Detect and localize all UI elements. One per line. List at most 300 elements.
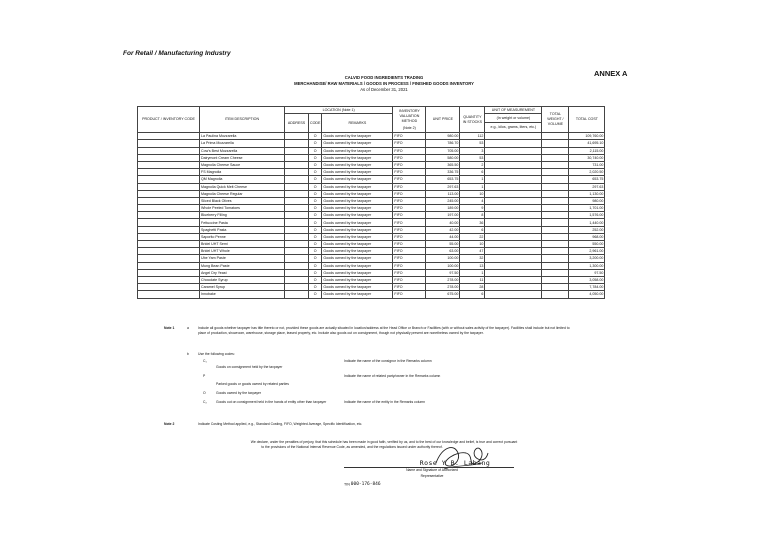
quantity-cell: 1 — [460, 183, 485, 190]
address-cell — [285, 197, 309, 204]
quantity-cell: 22 — [460, 233, 485, 240]
item-desc-cell: Bridel UHT Semi — [200, 241, 285, 248]
header-item-description: ITEM DESCRIPTION — [200, 107, 285, 133]
unit-price-cell: 245.00 — [426, 197, 460, 204]
table-row — [138, 255, 605, 262]
remarks-cell: Goods owned by the taxpayer — [322, 154, 393, 161]
total-cost-cell: 30,740.00 — [569, 154, 605, 161]
method-cell: FIFO — [393, 161, 426, 168]
method-cell: FIFO — [393, 176, 426, 183]
header-total-cost: TOTAL COST — [569, 107, 605, 133]
report-titles — [0, 75, 768, 93]
remarks-cell: Goods owned by the taxpayer — [322, 248, 393, 255]
company-name: CALVID FOOD INGREDIENTS TRADING — [344, 75, 424, 80]
product-code-cell — [138, 205, 200, 212]
total-cost-cell: 7,784.00 — [569, 284, 605, 291]
unit-price-cell: 278.00 — [426, 284, 460, 291]
code-cell: O — [309, 219, 322, 226]
code-p-right: Indicate the name of related party/owner in the Remarks column — [344, 374, 441, 378]
quantity-cell: 9 — [460, 205, 485, 212]
code-cell: O — [309, 255, 322, 262]
table-row — [138, 284, 605, 291]
unit-price-cell: 278.00 — [426, 276, 460, 283]
table-row — [138, 241, 605, 248]
item-desc-cell: Saporito Penne — [200, 233, 285, 240]
method-cell: FIFO — [393, 241, 426, 248]
total-cost-cell: 731.00 — [569, 161, 605, 168]
code-cell: O — [309, 161, 322, 168]
product-code-cell — [138, 176, 200, 183]
signatory-name: Rose Y B. Labang — [419, 459, 491, 467]
table-row — [138, 276, 605, 283]
unit-price-cell: 365.50 — [426, 161, 460, 168]
code-c1: C₁ — [203, 359, 207, 363]
unit-price-cell: 100.00 — [426, 262, 460, 269]
total-cost-cell: 2,020.50 — [569, 169, 605, 176]
total-cost-cell: 550.00 — [569, 241, 605, 248]
header-uom: UNIT OF MEASUREMENT — [485, 107, 542, 114]
tin-label: TIN — [344, 482, 350, 487]
remarks-cell: Goods owned by the taxpayer — [322, 219, 393, 226]
table-row — [138, 226, 605, 233]
declaration-line1: We declare, under the penalties of perjury, that this schedule has been made in good faith, verified by us, and to the best of our knowledge and belief, is true and correct pursuant — [250, 440, 518, 444]
method-cell: FIFO — [393, 233, 426, 240]
total-weight-cell — [542, 154, 569, 161]
total-weight-cell — [542, 269, 569, 276]
total-weight-cell — [542, 197, 569, 204]
uom-cell — [485, 276, 542, 283]
total-weight-cell — [542, 205, 569, 212]
code-c1-right: Indicate the name of the consignor in the Remarks column — [344, 359, 432, 363]
unit-price-cell: 189.00 — [426, 205, 460, 212]
unit-price-cell: 40.00 — [426, 219, 460, 226]
quantity-cell: 2 — [460, 161, 485, 168]
unit-price-cell: 705.00 — [426, 147, 460, 154]
table-row — [138, 197, 605, 204]
product-code-cell — [138, 154, 200, 161]
total-weight-cell — [542, 248, 569, 255]
remarks-cell: Goods owned by the taxpayer — [322, 197, 393, 204]
method-cell: FIFO — [393, 154, 426, 161]
quantity-cell: 10 — [460, 190, 485, 197]
quantity-cell: 53 — [460, 140, 485, 147]
remarks-cell: Goods owned by the taxpayer — [322, 212, 393, 219]
product-code-cell — [138, 262, 200, 269]
total-cost-cell: 1,576.00 — [569, 212, 605, 219]
report-date: As of December 31, 2021 — [360, 87, 408, 92]
quantity-cell: 53 — [460, 154, 485, 161]
code-cell: O — [309, 133, 322, 140]
address-cell — [285, 219, 309, 226]
inventory-rows — [138, 133, 605, 298]
item-desc-cell: Cow's Best Mozzarella — [200, 147, 285, 154]
address-cell — [285, 140, 309, 147]
address-cell — [285, 241, 309, 248]
method-cell: FIFO — [393, 183, 426, 190]
address-cell — [285, 183, 309, 190]
header-valuation-note: (Note 2) — [402, 125, 416, 130]
header-product-code: PRODUCT / INVENTORY CODE — [138, 107, 200, 133]
code-cell: O — [309, 241, 322, 248]
product-code-cell — [138, 276, 200, 283]
table-row — [138, 133, 605, 140]
total-weight-cell — [542, 262, 569, 269]
code-o: O — [203, 391, 206, 395]
total-cost-cell: 2,115.00 — [569, 147, 605, 154]
table-row — [138, 147, 605, 154]
uom-cell — [485, 197, 542, 204]
header-valuation — [393, 107, 426, 133]
header-quantity: QUANTITY IN STOCKS — [460, 107, 485, 133]
industry-label: For Retail / Manufacturing Industry — [123, 50, 231, 57]
total-cost-cell: 109,760.00 — [569, 133, 605, 140]
uom-cell — [485, 226, 542, 233]
item-desc-cell: Angel Dry Yeast — [200, 269, 285, 276]
product-code-cell — [138, 197, 200, 204]
item-desc-cell: Magnolia Cheese Regular — [200, 190, 285, 197]
uom-cell — [485, 241, 542, 248]
code-cell: O — [309, 226, 322, 233]
item-desc-cell: Magnolia Quick Melt Cheese — [200, 183, 285, 190]
item-desc-cell: Mung Bean Paste — [200, 262, 285, 269]
header-address: ADDRESS — [285, 114, 309, 133]
method-cell: FIFO — [393, 269, 426, 276]
item-desc-cell: Sliced Black Olives — [200, 197, 285, 204]
method-cell: FIFO — [393, 276, 426, 283]
unit-price-cell: 675.00 — [426, 291, 460, 298]
uom-cell — [485, 169, 542, 176]
address-cell — [285, 276, 309, 283]
item-desc-cell: Ube Yam Paste — [200, 255, 285, 262]
quantity-cell: 3 — [460, 147, 485, 154]
uom-cell — [485, 269, 542, 276]
remarks-cell: Goods owned by the taxpayer — [322, 269, 393, 276]
product-code-cell — [138, 291, 200, 298]
remarks-cell: Goods owned by the taxpayer — [322, 183, 393, 190]
remarks-cell: Goods owned by the taxpayer — [322, 147, 393, 154]
unit-price-cell: 197.00 — [426, 212, 460, 219]
remarks-cell: Goods owned by the taxpayer — [322, 233, 393, 240]
total-weight-cell — [542, 183, 569, 190]
method-cell: FIFO — [393, 291, 426, 298]
item-desc-cell: Caramel Syrup — [200, 284, 285, 291]
remarks-cell: Goods owned by the taxpayer — [322, 262, 393, 269]
table-row — [138, 212, 605, 219]
product-code-cell — [138, 161, 200, 168]
method-cell: FIFO — [393, 147, 426, 154]
remarks-cell: Goods owned by the taxpayer — [322, 291, 393, 298]
header-location: LOCATION (Note 1) — [285, 107, 393, 114]
code-cell: O — [309, 154, 322, 161]
product-code-cell — [138, 269, 200, 276]
total-weight-cell — [542, 169, 569, 176]
code-cell: O — [309, 276, 322, 283]
product-code-cell — [138, 190, 200, 197]
unit-price-cell: 786.70 — [426, 140, 460, 147]
remarks-cell: Goods owned by the taxpayer — [322, 190, 393, 197]
uom-cell — [485, 219, 542, 226]
item-desc-cell: Whole Peeled Tomatoes — [200, 205, 285, 212]
quantity-cell: 6 — [460, 291, 485, 298]
unit-price-cell: 336.75 — [426, 169, 460, 176]
method-cell: FIFO — [393, 190, 426, 197]
table-row — [138, 154, 605, 161]
uom-cell — [485, 183, 542, 190]
method-cell: FIFO — [393, 212, 426, 219]
note1-label: Note 1 — [164, 326, 175, 330]
quantity-cell: 112 — [460, 133, 485, 140]
total-cost-cell: 1,300.00 — [569, 262, 605, 269]
product-code-cell — [138, 140, 200, 147]
product-code-cell — [138, 233, 200, 240]
declaration — [0, 440, 768, 450]
item-desc-cell: Chocolate Syrup — [200, 276, 285, 283]
item-desc-cell: Fettuccine Pasta — [200, 219, 285, 226]
remarks-cell: Goods owned by the taxpayer — [322, 133, 393, 140]
code-c2-desc: Goods out on consignment held in the hands of entity other than taxpayer — [216, 400, 327, 404]
product-code-cell — [138, 219, 200, 226]
header-uom-sub1: (In weight or volume) — [485, 114, 542, 123]
remarks-cell: Goods owned by the taxpayer — [322, 276, 393, 283]
quantity-cell: 1 — [460, 176, 485, 183]
table-row — [138, 269, 605, 276]
total-cost-cell: 252.00 — [569, 226, 605, 233]
method-cell: FIFO — [393, 284, 426, 291]
address-cell — [285, 248, 309, 255]
uom-cell — [485, 233, 542, 240]
note1-b-label: b — [187, 352, 189, 356]
unit-price-cell: 653.75 — [426, 176, 460, 183]
code-cell: O — [309, 248, 322, 255]
header-code: CODE — [309, 114, 322, 133]
table-row — [138, 291, 605, 298]
quantity-cell: 11 — [460, 276, 485, 283]
code-cell: O — [309, 205, 322, 212]
total-cost-cell: 97.50 — [569, 269, 605, 276]
uom-cell — [485, 190, 542, 197]
table-row — [138, 183, 605, 190]
header-valuation-text: INVENTORY VALUATION METHOD — [398, 108, 420, 123]
table-row — [138, 190, 605, 197]
remarks-cell: Goods owned by the taxpayer — [322, 284, 393, 291]
product-code-cell — [138, 226, 200, 233]
total-weight-cell — [542, 147, 569, 154]
address-cell — [285, 262, 309, 269]
address-cell — [285, 291, 309, 298]
address-cell — [285, 226, 309, 233]
table-row — [138, 248, 605, 255]
total-cost-cell: 1,701.00 — [569, 205, 605, 212]
quantity-cell: 36 — [460, 219, 485, 226]
remarks-cell: Goods owned by the taxpayer — [322, 241, 393, 248]
item-desc-cell: La Paulina Mozzarella — [200, 133, 285, 140]
code-c1-desc: Goods on consignment held by the taxpayer — [216, 365, 283, 369]
address-cell — [285, 233, 309, 240]
code-cell: O — [309, 147, 322, 154]
uom-cell — [485, 154, 542, 161]
item-desc-cell: Innobake — [200, 291, 285, 298]
quantity-cell: 10 — [460, 241, 485, 248]
address-cell — [285, 255, 309, 262]
method-cell: FIFO — [393, 205, 426, 212]
note1-b-text: Use the following codes: — [198, 352, 235, 356]
uom-cell — [485, 205, 542, 212]
quantity-cell: 13 — [460, 262, 485, 269]
item-desc-cell: Blueberry Filling — [200, 212, 285, 219]
note1-a-text: Include all goods whether taxpayer has title thereto or not, provided these goods are actually situated in location/address at the Head Office or Branch or Facilities (with or without sales activity of the taxpayer). Facilities shall include but not limited to place of production, showroom, warehouse, storage place, leased property, etc. Include also goods out on consignment, though not physically present are nonetheless owned by the taxpayer. — [198, 326, 570, 335]
uom-cell — [485, 284, 542, 291]
header-unit-price: UNIT PRICE — [426, 107, 460, 133]
unit-price-cell: 580.00 — [426, 154, 460, 161]
total-weight-cell — [542, 276, 569, 283]
address-cell — [285, 212, 309, 219]
address-cell — [285, 284, 309, 291]
address-cell — [285, 269, 309, 276]
item-desc-cell: Magnolia Cheese Sauce — [200, 161, 285, 168]
product-code-cell — [138, 284, 200, 291]
quantity-cell: 4 — [460, 197, 485, 204]
total-weight-cell — [542, 161, 569, 168]
unit-price-cell: 42.00 — [426, 226, 460, 233]
quantity-cell: 6 — [460, 169, 485, 176]
quantity-cell: 47 — [460, 248, 485, 255]
table-row — [138, 176, 605, 183]
unit-price-cell: 97.50 — [426, 269, 460, 276]
unit-price-cell: 55.00 — [426, 241, 460, 248]
header-uom-sub2: e.g., kilos, grams, liters, etc.) — [485, 123, 542, 133]
uom-cell — [485, 291, 542, 298]
total-weight-cell — [542, 284, 569, 291]
uom-cell — [485, 262, 542, 269]
total-weight-cell — [542, 241, 569, 248]
product-code-cell — [138, 183, 200, 190]
annex-label: ANNEX A — [594, 69, 628, 78]
address-cell — [285, 133, 309, 140]
total-cost-cell: 297.63 — [569, 183, 605, 190]
inventory-table — [137, 106, 605, 299]
remarks-cell: Goods owned by the taxpayer — [322, 205, 393, 212]
total-cost-cell: 4,050.00 — [569, 291, 605, 298]
product-code-cell — [138, 169, 200, 176]
unit-price-cell: 980.00 — [426, 133, 460, 140]
code-cell: O — [309, 140, 322, 147]
address-cell — [285, 205, 309, 212]
product-code-cell — [138, 133, 200, 140]
total-cost-cell: 653.75 — [569, 176, 605, 183]
product-code-cell — [138, 212, 200, 219]
header-total-weight: TOTAL WEIGHT / VOLUME — [542, 107, 569, 133]
uom-cell — [485, 147, 542, 154]
address-cell — [285, 169, 309, 176]
item-desc-cell: La Prima Mozzarella — [200, 140, 285, 147]
product-code-cell — [138, 255, 200, 262]
remarks-cell: Goods owned by the taxpayer — [322, 140, 393, 147]
method-cell: FIFO — [393, 197, 426, 204]
remarks-cell: Goods owned by the taxpayer — [322, 169, 393, 176]
total-cost-cell: 3,200.00 — [569, 255, 605, 262]
method-cell: FIFO — [393, 262, 426, 269]
header-remarks: REMARKS — [322, 114, 393, 133]
tin-value: 000-176-846 — [350, 482, 381, 487]
table-row — [138, 205, 605, 212]
method-cell: FIFO — [393, 255, 426, 262]
total-weight-cell — [542, 176, 569, 183]
remarks-cell: Goods owned by the taxpayer — [322, 176, 393, 183]
code-cell: O — [309, 284, 322, 291]
code-cell: O — [309, 197, 322, 204]
remarks-cell: Goods owned by the taxpayer — [322, 255, 393, 262]
item-desc-cell: QM Magnolia — [200, 176, 285, 183]
uom-cell — [485, 255, 542, 262]
total-weight-cell — [542, 212, 569, 219]
uom-cell — [485, 161, 542, 168]
code-p-desc: Parked goods or goods owned by related parties — [216, 382, 289, 386]
uom-cell — [485, 140, 542, 147]
code-cell: O — [309, 190, 322, 197]
table-row — [138, 262, 605, 269]
uom-cell — [485, 212, 542, 219]
remarks-cell: Goods owned by the taxpayer — [322, 161, 393, 168]
quantity-cell: 28 — [460, 284, 485, 291]
total-cost-cell: 2,961.00 — [569, 248, 605, 255]
code-cell: O — [309, 233, 322, 240]
product-code-cell — [138, 241, 200, 248]
table-row — [138, 140, 605, 147]
table-row — [138, 161, 605, 168]
total-cost-cell: 41,695.10 — [569, 140, 605, 147]
signature-label1: Name and Signature of Authorized — [406, 468, 458, 472]
code-cell: O — [309, 291, 322, 298]
total-weight-cell — [542, 226, 569, 233]
signature-caption — [344, 468, 520, 479]
total-weight-cell — [542, 219, 569, 226]
code-o-desc: Goods owned by the taxpayer — [216, 391, 262, 395]
unit-price-cell: 63.00 — [426, 248, 460, 255]
unit-price-cell: 297.63 — [426, 183, 460, 190]
report-title: MERCHANDISE/ RAW MATERIALS / GOODS IN PROCESS / FINISHED GOODS INVENTORY — [294, 81, 474, 86]
total-cost-cell: 3,058.00 — [569, 276, 605, 283]
signature-label2: Representative — [420, 473, 444, 478]
note1-a-label: a — [187, 326, 189, 330]
product-code-cell — [138, 248, 200, 255]
code-c2: C₂ — [203, 400, 207, 404]
address-cell — [285, 154, 309, 161]
method-cell: FIFO — [393, 248, 426, 255]
uom-cell — [485, 176, 542, 183]
table-row — [138, 169, 605, 176]
remarks-cell: Goods owned by the taxpayer — [322, 226, 393, 233]
total-weight-cell — [542, 190, 569, 197]
unit-price-cell: 113.00 — [426, 190, 460, 197]
method-cell: FIFO — [393, 169, 426, 176]
code-cell: O — [309, 269, 322, 276]
note2-text: Indicate Costing Method applied, e.g., Standard Costing, FIFO, Weighted Average, Specific Identification, etc. — [198, 422, 363, 426]
unit-price-cell: 44.00 — [426, 233, 460, 240]
tin-row — [344, 482, 381, 487]
table-row — [138, 233, 605, 240]
code-cell: O — [309, 169, 322, 176]
method-cell: FIFO — [393, 133, 426, 140]
code-cell: O — [309, 183, 322, 190]
item-desc-cell: FS Magnolia — [200, 169, 285, 176]
total-weight-cell — [542, 133, 569, 140]
total-cost-cell: 968.00 — [569, 233, 605, 240]
table-row — [138, 219, 605, 226]
quantity-cell: 8 — [460, 212, 485, 219]
note2-label: Note 2 — [164, 422, 175, 426]
item-desc-cell: Bridel UHT Whole — [200, 248, 285, 255]
method-cell: FIFO — [393, 219, 426, 226]
